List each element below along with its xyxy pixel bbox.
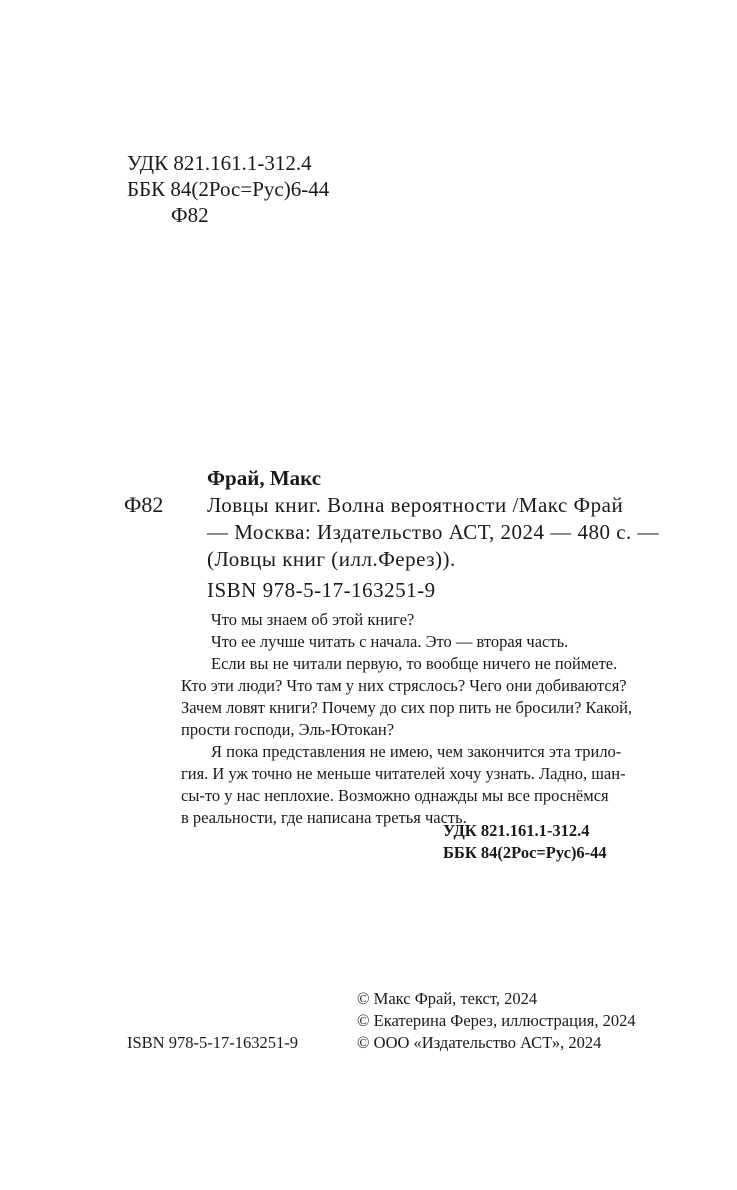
copyright-publisher-line: © ООО «Издательство АСТ», 2024 [357, 1033, 602, 1052]
bibliographic-description [207, 492, 659, 573]
udk-code: УДК 821.161.1-312.4 [127, 151, 312, 175]
isbn-main: ISBN 978-5-17-163251-9 [207, 578, 436, 602]
annotation-line: Что мы знаем об этой книге? [211, 610, 415, 629]
copyright-illustration-line: © Екатерина Ферез, иллюстрация, 2024 [357, 1011, 636, 1030]
bbk-code: ББК 84(2Рос=Рус)6-44 [127, 177, 330, 201]
annotation [181, 609, 655, 829]
annotation-line: гия. И уж точно не меньше читателей хочу узнать. Ладно, шан- [181, 764, 626, 783]
annotation-line: Зачем ловят книги? Почему до сих пор пить не бросили? Какой, [181, 698, 633, 717]
copyright-text-line: © Макс Фрай, текст, 2024 [357, 989, 538, 1008]
annotation-line: сы-то у нас неплохие. Возможно однажды мы все проснёмся [181, 786, 609, 805]
classification-block-bottom [443, 820, 607, 864]
classification-block-top [127, 150, 329, 228]
bib-publisher-line: — Москва: Издательство АСТ, 2024 — 480 с. — [207, 520, 660, 544]
author-sign-margin: Ф82 [124, 492, 164, 517]
isbn-bottom: ISBN 978-5-17-163251-9 [127, 1033, 298, 1052]
bib-title-line: Ловцы книг. Волна вероятности /Макс Фрай [207, 493, 624, 517]
annotation-line: Что ее лучше читать с начала. Это — вторая часть. [211, 632, 569, 651]
annotation-line: Если вы не читали первую, то вообще ничего не поймете. [211, 654, 618, 673]
udk-code-bottom: УДК 821.161.1-312.4 [443, 821, 590, 840]
annotation-line: прости господи, Эль-Ютокан? [181, 720, 395, 739]
bbk-code-bottom: ББК 84(2Рос=Рус)6-44 [443, 843, 607, 862]
annotation-line: Я пока представления не имею, чем закончится эта трило- [211, 742, 622, 761]
annotation-line: в реальности, где написана третья часть. [181, 808, 467, 827]
author-heading: Фрай, Макс [207, 466, 322, 490]
author-sign-code: Ф82 [171, 203, 209, 227]
copyright-block [357, 988, 636, 1054]
annotation-line: Кто эти люди? Что там у них стряслось? Чего они добиваются? [181, 676, 627, 695]
bib-series-line: (Ловцы книг (илл.Ферез)). [207, 547, 456, 571]
